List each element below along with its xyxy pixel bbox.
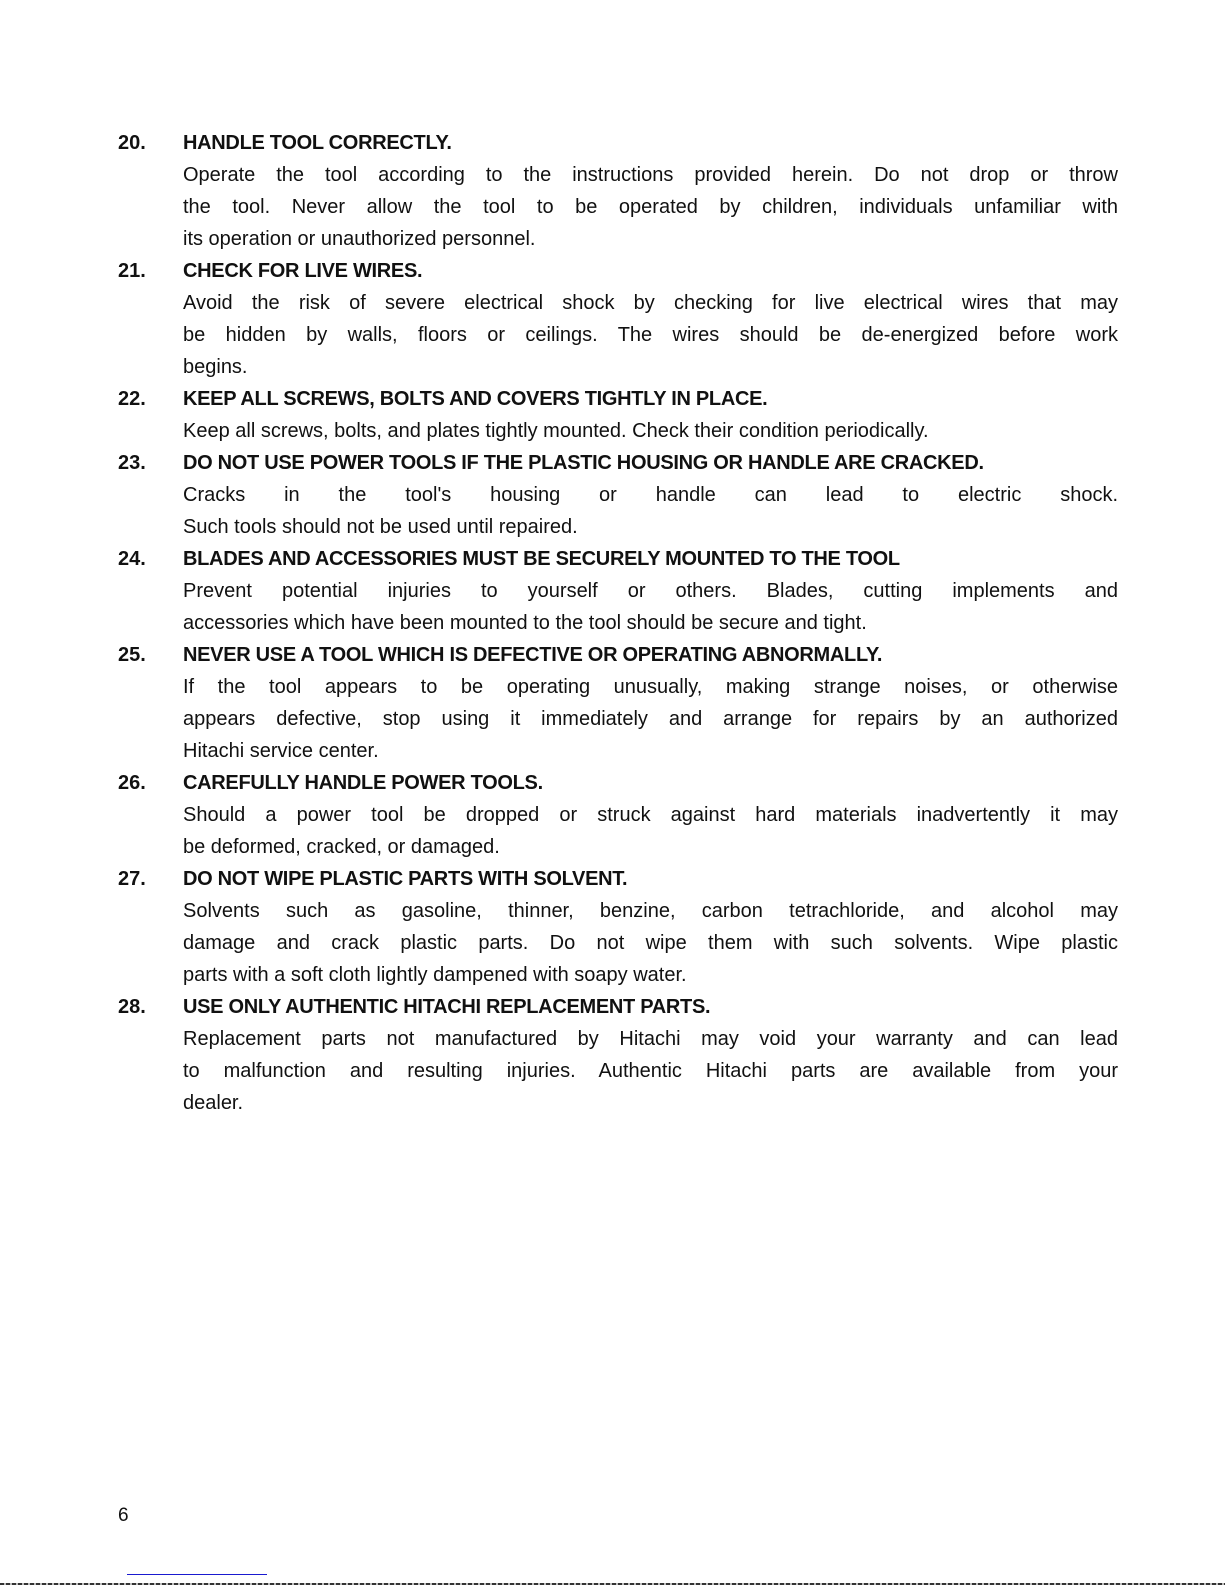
item-number: 27. — [118, 868, 146, 890]
item-body-line: to malfunction and resulting injuries. Authentic Hitachi parts are available from your — [183, 1060, 1118, 1082]
item-body-line: Replacement parts not manufactured by Hitachi may void your warranty and can lead — [183, 1028, 1118, 1050]
item-heading: KEEP ALL SCREWS, BOLTS AND COVERS TIGHTLY IN PLACE. — [183, 388, 768, 410]
item-body-line: dealer. — [183, 1092, 244, 1114]
item-heading: DO NOT WIPE PLASTIC PARTS WITH SOLVENT. — [183, 868, 628, 890]
instruction-item — [118, 639, 1118, 767]
item-number: 21. — [118, 260, 146, 282]
instruction-item — [118, 383, 1118, 447]
item-body-line: If the tool appears to be operating unusually, making strange noises, or otherwise — [183, 676, 1118, 698]
instruction-item — [118, 255, 1118, 383]
item-heading: NEVER USE A TOOL WHICH IS DEFECTIVE OR OPERATING ABNORMALLY. — [183, 644, 883, 666]
item-body-line: be deformed, cracked, or damaged. — [183, 836, 500, 858]
instruction-item — [118, 447, 1118, 543]
item-heading: CHECK FOR LIVE WIRES. — [183, 260, 423, 282]
instruction-item — [118, 991, 1118, 1119]
item-body-line: Avoid the risk of severe electrical shock by checking for live electrical wires that may — [183, 292, 1118, 314]
item-number: 25. — [118, 644, 146, 666]
item-number: 22. — [118, 388, 146, 410]
item-body-line: Prevent potential injuries to yourself or others. Blades, cutting implements and — [183, 580, 1118, 602]
item-heading: DO NOT USE POWER TOOLS IF THE PLASTIC HOUSING OR HANDLE ARE CRACKED. — [183, 452, 984, 474]
item-body-line: appears defective, stop using it immediately and arrange for repairs by an authorized — [183, 708, 1118, 730]
item-number: 23. — [118, 452, 146, 474]
item-body-line: Such tools should not be used until repaired. — [183, 516, 578, 538]
item-body-line: be hidden by walls, floors or ceilings. The wires should be de-energized before work — [183, 324, 1118, 346]
item-heading: CAREFULLY HANDLE POWER TOOLS. — [183, 772, 543, 794]
item-number: 28. — [118, 996, 146, 1018]
item-body-line: Solvents such as gasoline, thinner, benzine, carbon tetrachloride, and alcohol may — [183, 900, 1118, 922]
item-body-line: damage and crack plastic parts. Do not wipe them with such solvents. Wipe plastic — [183, 932, 1118, 954]
safety-instructions-list — [118, 127, 1118, 1119]
footer-rule — [127, 1574, 267, 1575]
item-body-line: Keep all screws, bolts, and plates tightly mounted. Check their condition periodically. — [183, 420, 929, 442]
item-body-line: begins. — [183, 356, 248, 378]
item-body-line: Hitachi service center. — [183, 740, 379, 762]
item-number: 20. — [118, 132, 146, 154]
item-body-line: Cracks in the tool's housing or handle can lead to electric shock. — [183, 484, 1118, 506]
instruction-item — [118, 127, 1118, 255]
item-body-line: its operation or unauthorized personnel. — [183, 228, 536, 250]
item-number: 24. — [118, 548, 146, 570]
instruction-item — [118, 543, 1118, 639]
item-body-line: Should a power tool be dropped or struck against hard materials inadvertently it may — [183, 804, 1118, 826]
item-body-line: parts with a soft cloth lightly dampened with soapy water. — [183, 964, 687, 986]
instruction-item — [118, 863, 1118, 991]
item-body-line: the tool. Never allow the tool to be operated by children, individuals unfamiliar with — [183, 196, 1118, 218]
item-heading: USE ONLY AUTHENTIC HITACHI REPLACEMENT PARTS. — [183, 996, 711, 1018]
item-heading: BLADES AND ACCESSORIES MUST BE SECURELY MOUNTED TO THE TOOL — [183, 548, 900, 570]
item-heading: HANDLE TOOL CORRECTLY. — [183, 132, 452, 154]
item-body-line: Operate the tool according to the instructions provided herein. Do not drop or throw — [183, 164, 1118, 186]
item-number: 26. — [118, 772, 146, 794]
page-number: 6 — [118, 1505, 129, 1526]
instruction-item — [118, 767, 1118, 863]
item-body-line: accessories which have been mounted to the tool should be secure and tight. — [183, 612, 867, 634]
